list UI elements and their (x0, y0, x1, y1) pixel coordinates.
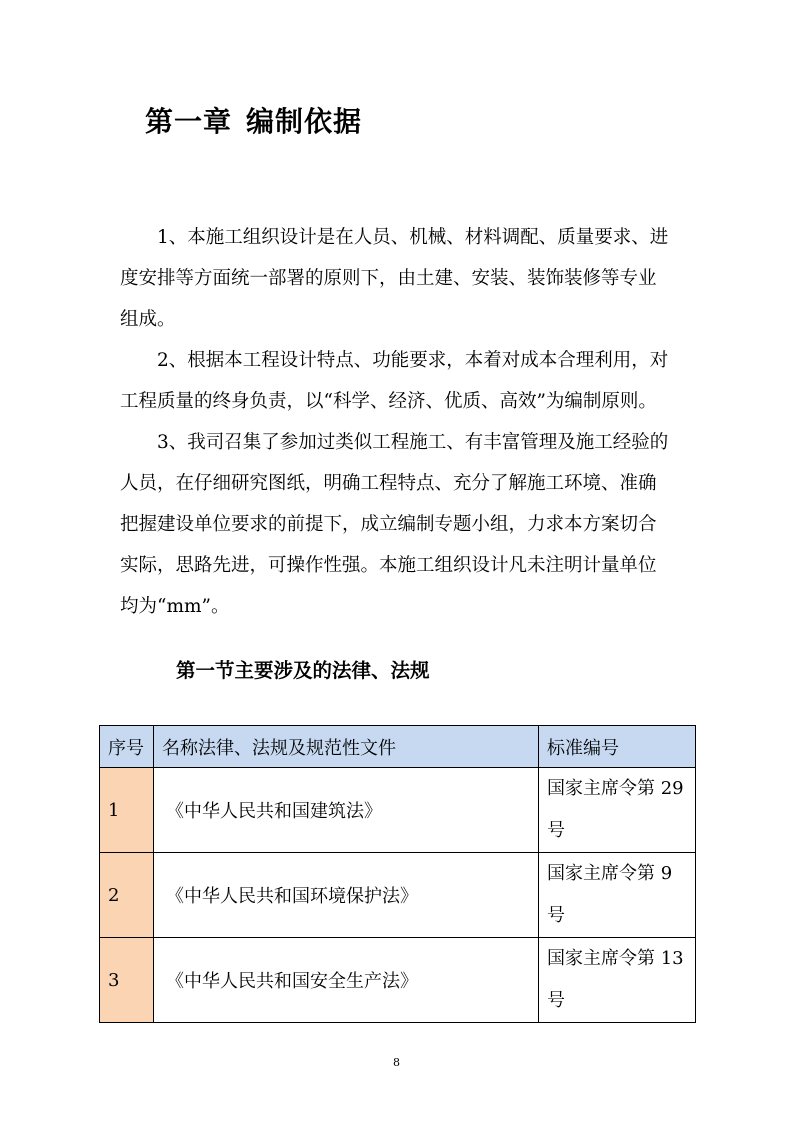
table-header-row (100, 726, 696, 768)
seq-cell: 3 (100, 938, 154, 1023)
paragraph-line: 把握建设单位要求的前提下，成立编制专题小组，力求本方案切合 (120, 514, 657, 535)
paragraph-2 (120, 340, 680, 381)
table-row (100, 938, 696, 1023)
seq-cell: 2 (100, 853, 154, 938)
seq-cell: 1 (100, 768, 154, 853)
standard-cell: 国家主席令第 9 号 (539, 853, 696, 938)
paragraph-1 (120, 217, 680, 258)
name-cell: 《中华人民共和国建筑法》 (154, 768, 539, 853)
table-row (100, 853, 696, 938)
chapter-name: 编制依据 (246, 105, 363, 138)
paragraph-line: 工程质量的终身负责，以“科学、经济、优质、高效”为编制原则。 (120, 391, 657, 412)
name-cell: 《中华人民共和国安全生产法》 (154, 938, 539, 1023)
paragraph-line: 人员，在仔细研究图纸，明确工程特点、充分了解施工环境、准确 (120, 473, 657, 494)
paragraph-line: 度安排等方面统一部署的原则下，由土建、安装、装饰装修等专业 (120, 268, 657, 289)
paragraph-line: 1、本施工组织设计是在人员、机械、材料调配、质量要求、进 (157, 227, 669, 248)
paragraph-line: 2、根据本工程设计特点、功能要求，本着对成本合理利用，对 (157, 350, 669, 371)
header-seq: 序号 (100, 726, 154, 768)
header-name: 名称法律、法规及规范性文件 (154, 726, 539, 768)
paragraph-line: 3、我司召集了参加过类似工程施工、有丰富管理及施工经验的 (157, 432, 669, 453)
section-title: 第一节主要涉及的法律、法规 (176, 659, 430, 682)
paragraph-1-cont (120, 258, 680, 340)
page-number: 8 (393, 1056, 400, 1069)
header-standard: 标准编号 (539, 726, 696, 768)
standard-cell: 国家主席令第 13 号 (539, 938, 696, 1023)
paragraph-3-cont (120, 463, 680, 627)
paragraph-3 (120, 422, 680, 463)
paragraph-line: 均为“mm”。 (120, 596, 230, 617)
name-cell: 《中华人民共和国环境保护法》 (154, 853, 539, 938)
paragraph-line: 组成。 (120, 309, 176, 330)
law-table (99, 725, 696, 1023)
chapter-number: 第一章 (145, 105, 233, 138)
standard-cell: 国家主席令第 29 号 (539, 768, 696, 853)
table-row (100, 768, 696, 853)
paragraph-line: 实际，思路先进，可操作性强。本施工组织设计凡未注明计量单位 (120, 555, 657, 576)
paragraph-2-cont (120, 381, 680, 422)
chapter-title (145, 100, 362, 140)
